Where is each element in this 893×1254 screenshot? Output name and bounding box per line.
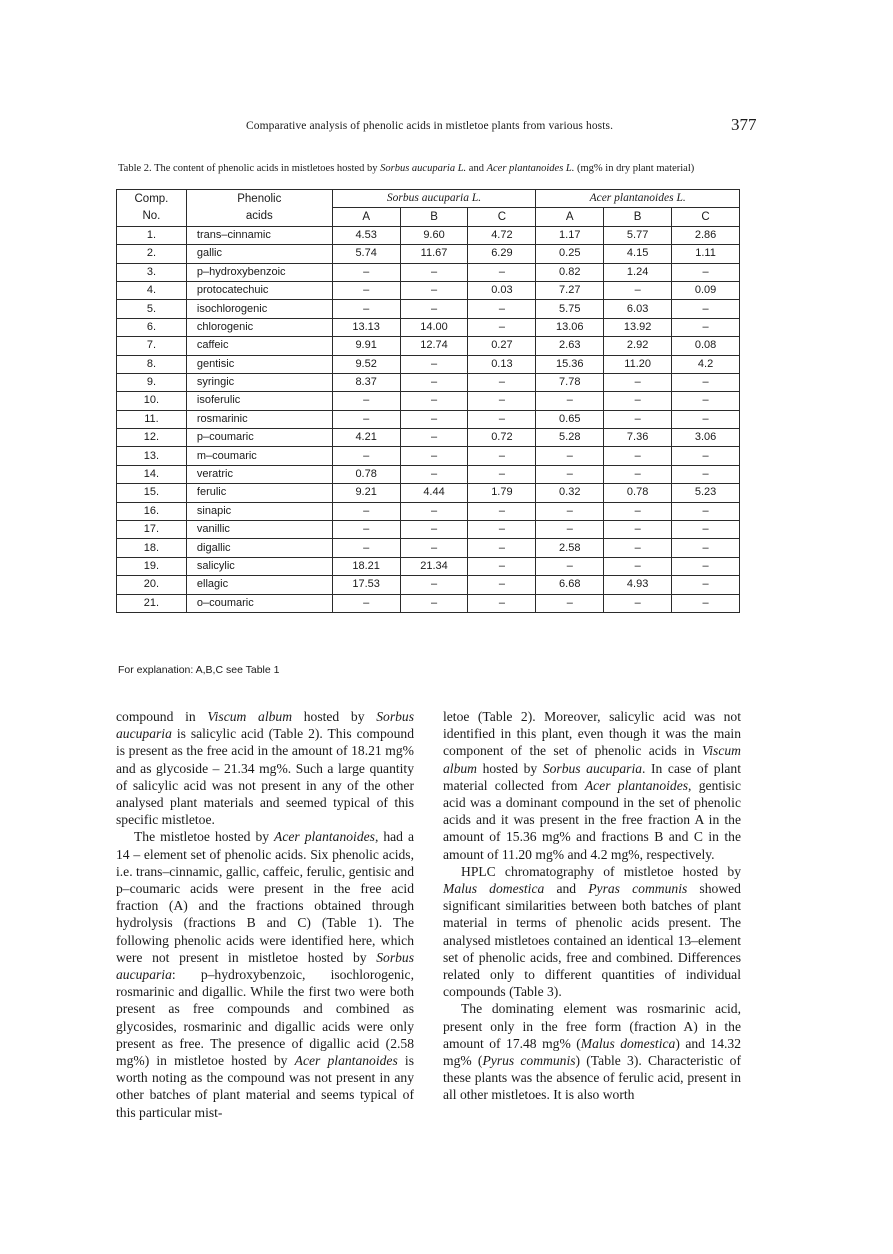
table-row (117, 594, 740, 612)
content-value: – (604, 373, 672, 391)
content-value: – (400, 465, 468, 483)
content-value: 6.29 (468, 245, 536, 263)
text-segment: : p–hydroxybenzoic, isochlorogenic, rosmarinic and digallic. While the first two were both present as free compounds and combined as glycosides, rosmarinic and digallic acids were only present as free. The presence of digallic acid (2.58 mg%) in mistletoe hosted by (116, 967, 414, 1069)
table-row (117, 576, 740, 594)
table-caption (118, 163, 778, 174)
compound-number: 10. (117, 392, 187, 410)
caption-prefix: Table 2. The content of phenolic acids in mistletoes hosted by (118, 163, 381, 174)
content-value: – (672, 373, 740, 391)
content-value: 4.2 (672, 355, 740, 373)
content-value: – (604, 392, 672, 410)
content-value: – (468, 502, 536, 520)
compound-number: 3. (117, 263, 187, 281)
italic-term: Acer plantanoides (584, 777, 689, 793)
content-value: – (672, 318, 740, 336)
content-value: – (672, 557, 740, 575)
table-footnote: For explanation: A,B,C see Table 1 (118, 664, 280, 676)
compound-number: 11. (117, 410, 187, 428)
content-value: 0.65 (536, 410, 604, 428)
content-value: 11.67 (400, 245, 468, 263)
page-number: 377 (731, 115, 757, 134)
compound-number: 7. (117, 337, 187, 355)
content-value: – (468, 576, 536, 594)
content-value: – (672, 410, 740, 428)
header-fraction: C (468, 208, 536, 226)
content-value: – (604, 594, 672, 612)
table-row (117, 429, 740, 447)
content-value: – (400, 521, 468, 539)
table-row (117, 373, 740, 391)
body-paragraph (443, 708, 741, 863)
content-value: 14.00 (400, 318, 468, 336)
running-header (0, 115, 893, 138)
header-acids: acids (245, 209, 273, 222)
content-value: – (536, 502, 604, 520)
phenolic-acid-name: isoferulic (186, 392, 332, 410)
caption-mid: and (466, 163, 487, 174)
italic-term: Malus domestica (580, 1035, 676, 1051)
text-segment: ) and 14.32 mg% ( (443, 1035, 741, 1069)
compound-number: 1. (117, 226, 187, 244)
compound-number: 9. (117, 373, 187, 391)
content-value: 0.78 (332, 465, 400, 483)
content-value: 0.32 (536, 484, 604, 502)
content-value: – (400, 539, 468, 557)
table-row (117, 226, 740, 244)
content-value: – (604, 521, 672, 539)
content-value: 2.92 (604, 337, 672, 355)
phenolic-acid-name: protocatechuic (186, 281, 332, 299)
compound-number: 8. (117, 355, 187, 373)
content-value: – (468, 263, 536, 281)
content-value: 8.37 (332, 373, 400, 391)
content-value: – (400, 355, 468, 373)
table-row (117, 392, 740, 410)
italic-term: Viscum album (443, 743, 741, 776)
phenolic-acid-name: sinapic (186, 502, 332, 520)
text-segment: hosted by (476, 760, 543, 776)
text-segment: , had a 14 – element set of phenolic acids. Six phenolic acids, i.e. trans–cinnamic, gallic, caffeic, ferulic, gentisic and p–coumaric acids were present in the free acid fraction (A) and the fractions obtained through hydrolysis (fractions B and C) (Table 1). The following phenolic acids were identified here, which were not present in mistletoe hosted by (116, 829, 414, 965)
table-row (117, 263, 740, 281)
italic-term: Acer plantanoides (274, 829, 375, 845)
content-value: – (604, 539, 672, 557)
table-row (117, 465, 740, 483)
phenolic-acid-name: chlorogenic (186, 318, 332, 336)
content-value: – (400, 263, 468, 281)
table-row (117, 447, 740, 465)
content-value: – (400, 576, 468, 594)
body-paragraph (443, 863, 741, 1001)
content-value: 12.74 (400, 337, 468, 355)
content-value: 0.72 (468, 429, 536, 447)
italic-term: Sorbus aucuparia (542, 760, 643, 776)
content-value: 5.23 (672, 484, 740, 502)
compound-number: 20. (117, 576, 187, 594)
content-value: – (672, 392, 740, 410)
content-value: – (604, 502, 672, 520)
content-value: 0.13 (468, 355, 536, 373)
content-value: – (468, 300, 536, 318)
content-value: – (468, 447, 536, 465)
body-column-left (116, 708, 414, 1121)
italic-term: Pyrus communis (482, 1053, 576, 1069)
content-value: – (400, 281, 468, 299)
table-row (117, 521, 740, 539)
text-segment: , gentisic acid was a dominant compound in the set of phenolic acids and it was present in the free fraction A in the amount of 15.36 mg% and fractions B and C in the amount of 11.20 mg% and 4.2 mg%, respectively. (443, 777, 741, 862)
table-body (117, 226, 740, 612)
content-value: 1.17 (536, 226, 604, 244)
table-row (117, 281, 740, 299)
table-row (117, 410, 740, 428)
content-value: – (672, 594, 740, 612)
content-value: – (672, 447, 740, 465)
phenolic-acid-name: syringic (186, 373, 332, 391)
content-value: 5.74 (332, 245, 400, 263)
content-value: 6.68 (536, 576, 604, 594)
phenolic-acid-name: ferulic (186, 484, 332, 502)
phenolic-acid-name: salicylic (186, 557, 332, 575)
compound-number: 6. (117, 318, 187, 336)
table-row (117, 557, 740, 575)
content-value: 4.44 (400, 484, 468, 502)
content-value: – (468, 373, 536, 391)
italic-term: Sorbus aucuparia (116, 949, 414, 983)
content-value: 5.77 (604, 226, 672, 244)
header-group-sorbus: Sorbus aucuparia L. (332, 190, 536, 208)
text-segment: is worth noting as the compound was not present in any other batches of plant material and seems typical of this particular mist- (116, 1053, 415, 1120)
text-segment: hosted by (292, 709, 377, 724)
italic-term: Viscum album (207, 709, 293, 724)
content-value: – (400, 594, 468, 612)
content-value: – (332, 447, 400, 465)
content-value: 13.06 (536, 318, 604, 336)
content-value: – (536, 521, 604, 539)
header-phenolic: Phenolic (237, 192, 282, 205)
phenolic-acid-name: caffeic (186, 337, 332, 355)
compound-number: 2. (117, 245, 187, 263)
table-row (117, 355, 740, 373)
header-fraction: B (604, 208, 672, 226)
content-value: 7.36 (604, 429, 672, 447)
content-value: – (672, 502, 740, 520)
content-value: 21.34 (400, 557, 468, 575)
phenolic-acid-name: p–hydroxybenzoic (186, 263, 332, 281)
content-value: 0.25 (536, 245, 604, 263)
header-group-acer: Acer plantanoides L. (536, 190, 740, 208)
content-value: – (604, 281, 672, 299)
content-value: – (468, 521, 536, 539)
caption-suffix: (mg% in dry plant material) (574, 163, 695, 174)
content-value: 1.11 (672, 245, 740, 263)
table-row (117, 502, 740, 520)
text-segment: . In case of plant material collected from (443, 760, 741, 793)
italic-term: Pyras communis (588, 881, 688, 897)
content-value: – (332, 539, 400, 557)
content-value: 0.82 (536, 263, 604, 281)
text-segment: and (544, 881, 589, 897)
content-value: 7.78 (536, 373, 604, 391)
content-value: – (604, 447, 672, 465)
table-row (117, 318, 740, 336)
table-row (117, 539, 740, 557)
content-value: 9.91 (332, 337, 400, 355)
phenolic-acid-name: p–coumaric (186, 429, 332, 447)
content-value: – (332, 594, 400, 612)
compound-number: 14. (117, 465, 187, 483)
phenolic-acid-name: veratric (186, 465, 332, 483)
content-value: – (332, 521, 400, 539)
content-value: 17.53 (332, 576, 400, 594)
content-value: – (332, 410, 400, 428)
content-value: – (604, 410, 672, 428)
content-value: 2.86 (672, 226, 740, 244)
content-value: – (332, 281, 400, 299)
body-column-right (443, 708, 741, 1104)
text-segment: showed significant similarities between both batches of plant material in terms of phenolic acids present. The analysed mistletoes contained an identical 13–element set of phenolic acids, free and combined. Differences related only to different quantities of individual compounds (Table 3). (443, 881, 741, 1000)
content-value: 2.58 (536, 539, 604, 557)
content-value: 9.60 (400, 226, 468, 244)
content-value: – (536, 465, 604, 483)
content-value: 9.52 (332, 355, 400, 373)
table-header-row-1 (117, 190, 740, 208)
content-value: 0.08 (672, 337, 740, 355)
phenolic-acid-name: trans–cinnamic (186, 226, 332, 244)
compound-number: 5. (117, 300, 187, 318)
header-phenolic-acids (186, 190, 332, 227)
compound-number: 13. (117, 447, 187, 465)
phenolic-acid-name: o–coumaric (186, 594, 332, 612)
header-comp-no (117, 190, 187, 227)
compound-number: 21. (117, 594, 187, 612)
content-value: – (468, 594, 536, 612)
italic-term: Acer plantanoides (294, 1053, 398, 1069)
content-value: – (332, 392, 400, 410)
content-value: – (536, 557, 604, 575)
content-value: 0.78 (604, 484, 672, 502)
phenolic-acid-name: m–coumaric (186, 447, 332, 465)
text-segment: The mistletoe hosted by (134, 829, 275, 845)
text-segment: HPLC chromatography of mistletoe hosted by (461, 863, 741, 879)
text-segment: ) (Table 3). Characteristic of these plants was the absence of ferulic acid, present in all other mistletoes. It is also worth (443, 1053, 742, 1103)
compound-number: 15. (117, 484, 187, 502)
body-paragraph (443, 1000, 741, 1103)
phenolic-acid-name: gentisic (186, 355, 332, 373)
content-value: 18.21 (332, 557, 400, 575)
content-value: – (400, 392, 468, 410)
content-value: 0.27 (468, 337, 536, 355)
content-value: – (468, 557, 536, 575)
content-value: – (468, 410, 536, 428)
content-value: – (468, 392, 536, 410)
header-fraction: C (672, 208, 740, 226)
content-value: 0.03 (468, 281, 536, 299)
body-paragraph (116, 828, 414, 1120)
compound-number: 18. (117, 539, 187, 557)
phenolic-acid-name: isochlorogenic (186, 300, 332, 318)
content-value: – (536, 594, 604, 612)
content-value: – (400, 373, 468, 391)
content-value: – (468, 318, 536, 336)
content-value: 2.63 (536, 337, 604, 355)
header-no: No. (142, 209, 161, 222)
content-value: 4.21 (332, 429, 400, 447)
caption-host-1: Sorbus aucuparia L. (380, 163, 467, 174)
table-row (117, 337, 740, 355)
content-value: 7.27 (536, 281, 604, 299)
compound-number: 19. (117, 557, 187, 575)
header-fraction: A (536, 208, 604, 226)
compound-number: 12. (117, 429, 187, 447)
phenolic-acids-table (116, 189, 740, 613)
content-value: – (400, 447, 468, 465)
content-value: 9.21 (332, 484, 400, 502)
content-value: – (332, 300, 400, 318)
header-fraction: B (400, 208, 468, 226)
content-value: – (468, 539, 536, 557)
phenolic-acid-name: ellagic (186, 576, 332, 594)
content-value: – (332, 263, 400, 281)
compound-number: 17. (117, 521, 187, 539)
italic-term: Malus domestica (443, 881, 545, 897)
body-paragraph (116, 708, 414, 828)
content-value: 1.79 (468, 484, 536, 502)
content-value: – (672, 539, 740, 557)
content-value: – (604, 557, 672, 575)
table-row (117, 300, 740, 318)
italic-term: Sorbus aucuparia (116, 709, 414, 742)
running-title: Comparative analysis of phenolic acids in mistletoe plants from various hosts. (246, 120, 614, 132)
text-segment: is salicylic acid (Table 2). This compound is present as the free acid in the amount of 18.21 mg% and as glycoside – 21.34 mg%. Such a large quantity of salicylic acid was not present in any of the other analysed plant materials and seemed typical of this specific mistletoe. (116, 726, 414, 828)
table-row (117, 484, 740, 502)
content-value: 3.06 (672, 429, 740, 447)
text-segment: letoe (Table 2). Moreover, salicylic acid was not identified in this plant, even though it was the main component of the set of phenolic acids in (443, 709, 741, 759)
content-value: 13.92 (604, 318, 672, 336)
content-value: – (604, 465, 672, 483)
content-value: 6.03 (604, 300, 672, 318)
content-value: 5.75 (536, 300, 604, 318)
content-value: – (536, 392, 604, 410)
content-value: – (400, 300, 468, 318)
text-segment: The dominating element was rosmarinic acid, present only in the free form (fraction A) in the amount of 17.48 mg% ( (443, 1001, 741, 1051)
compound-number: 4. (117, 281, 187, 299)
content-value: 11.20 (604, 355, 672, 373)
phenolic-acid-name: vanillic (186, 521, 332, 539)
content-value: – (536, 447, 604, 465)
content-value: – (468, 465, 536, 483)
phenolic-acid-name: gallic (186, 245, 332, 263)
caption-host-2: Acer plantanoides L. (486, 163, 575, 174)
phenolic-acid-name: rosmarinic (186, 410, 332, 428)
content-value: 13.13 (332, 318, 400, 336)
content-value: – (672, 576, 740, 594)
table-row (117, 245, 740, 263)
content-value: – (332, 502, 400, 520)
content-value: 4.93 (604, 576, 672, 594)
content-value: 4.53 (332, 226, 400, 244)
compound-number: 16. (117, 502, 187, 520)
content-value: 4.72 (468, 226, 536, 244)
content-value: – (672, 521, 740, 539)
content-value: 15.36 (536, 355, 604, 373)
header-fraction: A (332, 208, 400, 226)
content-value: – (400, 429, 468, 447)
content-value: 1.24 (604, 263, 672, 281)
content-value: – (400, 502, 468, 520)
phenolic-acid-name: digallic (186, 539, 332, 557)
content-value: – (672, 465, 740, 483)
content-value: – (672, 263, 740, 281)
content-value: 5.28 (536, 429, 604, 447)
content-value: 4.15 (604, 245, 672, 263)
text-segment: compound in (116, 709, 208, 724)
content-value: – (400, 410, 468, 428)
content-value: 0.09 (672, 281, 740, 299)
content-value: – (672, 300, 740, 318)
header-comp: Comp. (134, 192, 169, 205)
